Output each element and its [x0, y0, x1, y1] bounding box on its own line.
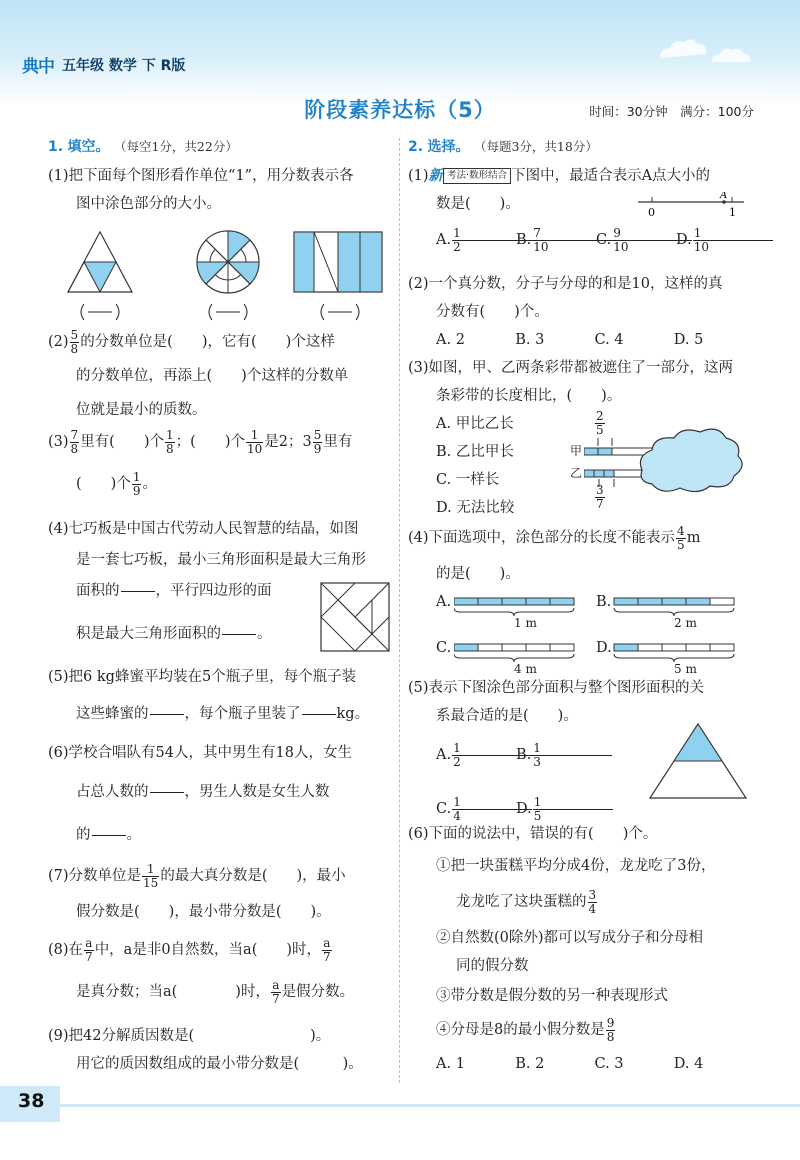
- axis-label-a: A: [720, 192, 728, 201]
- axis-label-0: 0: [648, 206, 655, 219]
- q2-1-options: [408, 226, 753, 254]
- fraction-top: $\frac{2}{5}$: [596, 409, 604, 437]
- label-jia: 甲: [570, 444, 583, 458]
- option-a: A. $\frac{1}{2}$: [436, 226, 516, 254]
- length-b: 2 m: [674, 616, 697, 630]
- option-c: C. 3: [594, 1056, 624, 1072]
- book-name: 五年级 数学 下 R版: [62, 57, 186, 74]
- question-2-6: (6)下面的说法中，错误的有( )个。 ①把一块蛋糕平均分成4份，龙龙吃了3份， 龙龙吃了这块蛋糕的 $\frac{3}{4}$ ②自然数(0除外)都可以写成分子和分母相 同的假分数 ③带分数是假分数的另一种表现形式 ④分母是8的最小假分数是 $\frac{9}{8}$ A. 1 B. 2 C. 3 D. 4: [408, 820, 753, 1078]
- length-a: 1 m: [514, 616, 537, 630]
- tangram-figure: [320, 582, 392, 654]
- option-d: D. $\frac{1}{10}$: [676, 226, 756, 254]
- section-choice: [408, 136, 753, 1072]
- option-d: D. 5: [673, 332, 704, 348]
- fraction-bottom: $\frac{3}{7}$: [596, 483, 604, 511]
- question-1-9: (9)把42分解质因数是( )。 用它的质因数组成的最小带分数是( )。: [48, 1028, 363, 1072]
- footer-band: [60, 1104, 800, 1107]
- option-b: B. 乙比甲长: [436, 444, 514, 460]
- section2-heading: 2. 选择。 （每题3分，共18分）: [408, 139, 598, 155]
- q2-4-options: [436, 594, 753, 676]
- length-c: 4 m: [514, 662, 537, 676]
- option-d-label: D.: [596, 640, 612, 656]
- circle-figure: [197, 231, 259, 293]
- question-1-4: (4)七巧板是中国古代劳动人民智慧的结晶，如图 是一套七巧板，最小三角形面积是最大三角形 面积的 ，平行四边形的面 积是最大三角形面积的 。: [48, 514, 393, 650]
- question-1-2: (2) $\frac{5}{8}$ 的分数单位是( )，它有( )个这样 的分数单位，再添上( )个这样的分数单 位就是最小的质数。: [48, 327, 349, 418]
- brand-logo: 典中: [22, 57, 54, 77]
- option-b: B. $\frac{1}{3}$: [516, 740, 596, 770]
- option-d: D. $\frac{1}{5}$: [516, 794, 596, 824]
- question-1-3: (3) $\frac{7}{8}$ 里有( )个 $\frac{1}{8}$ ；( )个 $\frac{1}{10}$ 是2；3 $\frac{5}{9}$ 里有 ( )个 $\frac{1}{9}$ 。: [48, 427, 353, 498]
- option-d: D. 4: [673, 1056, 704, 1072]
- option-b: B. $\frac{7}{10}$: [516, 226, 596, 254]
- option-c: C. 4: [594, 332, 624, 348]
- page-number: 38: [18, 1090, 45, 1112]
- question-1-5: (5)把6 kg蜂蜜平均装在5个瓶子里，每个瓶子装 这些蜂蜜的 ，每个瓶子里装了 kg。: [48, 662, 393, 730]
- number-line: [636, 192, 748, 224]
- exam-tag: 考法·数形结合: [443, 168, 511, 184]
- section1-heading: 1. 填空。 （每空1分，共22分）: [48, 139, 238, 155]
- question-2-5: (5)表示下图涂色部分面积与整个图形面积的关 系最合适的是( )。 A. $\frac{1}{2}$ B. $\frac{1}{3}$ C. $\frac{1}{4}$ D. $\frac{1}{5}$: [408, 680, 705, 823]
- question-2-2: (2)一个真分数，分子与分母的和是10，这样的真 分数有( )个。 A. 2 B. 3 C. 4 D. 5: [408, 270, 753, 354]
- page-title: 阶段素养达标（5）: [304, 98, 496, 122]
- new-badge: 新: [428, 168, 444, 184]
- option-a-label: A.: [436, 594, 452, 610]
- option-c: C. $\frac{9}{10}$: [596, 226, 676, 254]
- question-2-4: (4)下面选项中，涂色部分的长度不能表示 $\frac{4}{5}$ m 的是( )。: [408, 523, 701, 582]
- option-c-label: C.: [436, 640, 452, 656]
- fraction: $\frac{5}{8}$: [70, 327, 79, 356]
- section-fill-blank: [48, 136, 393, 1072]
- option-b: B. 3: [515, 332, 545, 348]
- q1-figures: [48, 220, 393, 325]
- brand: [22, 52, 185, 77]
- option-a: A. 1: [436, 1056, 465, 1072]
- triangle-area-figure: [648, 722, 748, 800]
- question-1-6: (6)学校合唱队有54人，其中男生有18人，女生 占总人数的 ，男生人数是女生人数 的 。: [48, 738, 393, 851]
- triangle-figure: [68, 232, 132, 292]
- option-a: A. 甲比乙长: [436, 416, 514, 432]
- cloud-icon: [650, 28, 760, 68]
- rectangle-figure: [294, 232, 382, 292]
- axis-label-1: 1: [729, 206, 736, 219]
- question-1-7: (7)分数单位是 $\frac{1}{15}$ 的最大真分数是( )，最小 假分数是( )，最小带分数是( )。: [48, 861, 346, 920]
- question-1-1: (1)把下面每个图形看作单位“1”，用分数表示各 图中涂色部分的大小。: [48, 168, 354, 212]
- option-c: C. $\frac{1}{4}$: [436, 794, 516, 824]
- option-a: A. 2: [436, 332, 465, 348]
- question-2-1: (1)新 考法·数形结合 下图中，最适合表示A点大小的 数是( )。: [408, 168, 711, 212]
- length-d: 5 m: [674, 662, 697, 676]
- label-yi: 乙: [570, 466, 583, 480]
- option-d: D. 无法比较: [436, 500, 515, 516]
- question-2-3: (3)如图，甲、乙两条彩带都被遮住了一部分，这两 条彩带的长度相比，( )。 A. 甲比乙长 B. 乙比甲长 C. 一样长 D. 无法比较: [408, 354, 753, 522]
- ribbon-figure: [570, 409, 749, 512]
- question-1-8: (8)在 $\frac{a}{7}$ 中，a是非0自然数，当a( )时， $\frac{a}{7}$ 是真分数；当a( )时， $\frac{a}{7}$ 是假分数。: [48, 935, 355, 1006]
- option-a: A. $\frac{1}{2}$: [436, 740, 516, 770]
- column-divider: [399, 138, 400, 1083]
- option-b: B. 2: [515, 1056, 545, 1072]
- option-b-label: B.: [596, 594, 612, 610]
- option-c: C. 一样长: [436, 472, 500, 488]
- time-score: 时间：30分钟 满分：100分: [589, 104, 754, 119]
